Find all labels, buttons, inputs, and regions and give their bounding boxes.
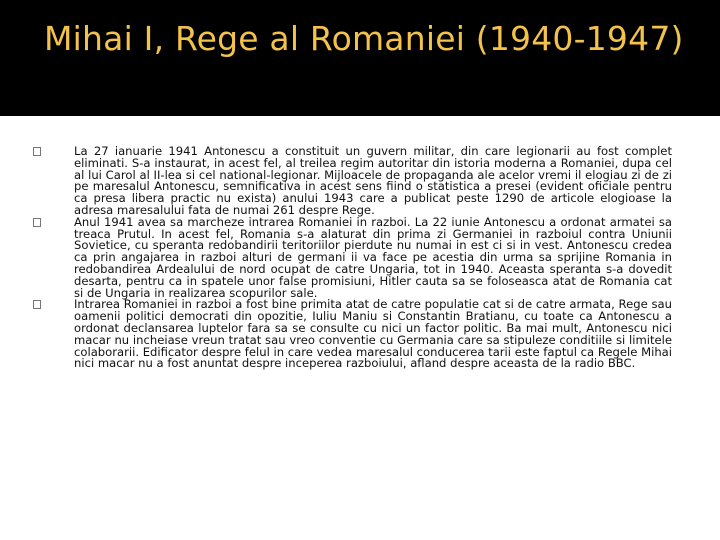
bullet-text: La 27 ianuarie 1941 Antonescu a constituit un guvern militar, din care legionarii au fost complet eliminati. S-a instaurat, in acest fel, al treilea regim autoritar din istoria moderna a Romaniei, dupa cel al lui Carol al II-lea si cel national-legionar. Mijloacele de propaganda ale acelor vremi il elogiau zi de zi pe maresalul Antonescu, semnificativa in acest sens fiind o statistica a presei (evident oficiale pentru ca presa libera practic nu exista) anului 1943 care a publicat peste 1290 de articole elogioase la adresa maresalului fata de numai 261 despre Rege. xyxy=(74,144,672,217)
bullet-text: Anul 1941 avea sa marcheze intrarea Romaniei in razboi. La 22 iunie Antonescu a ordonat armatei sa treaca Prutul. In acest fel, Romania s-a alaturat din prima zi Germaniei in razboiul contra Uniunii Sovietice, cu speranta redobandirii teritoriilor pierdute nu numai in est ci si in vest. Antonescu credea ca prin angajarea in razboi alturi de germani ii va face pe acestia din urma sa sprijine Romania in redobandirea Ardealului de nord ocupat de catre Ungaria, tot in 1940. Aceasta speranta s-a dovedit desarta, pentru ca in spatele unor false promisiuni, Hitler cauta sa se foloseasca atat de Romania cat si de Ungaria in realizarea scopurilor sale. xyxy=(74,214,672,300)
bullet-item xyxy=(56,146,672,217)
title-bar xyxy=(0,0,720,116)
bullet-marker-icon xyxy=(33,218,41,227)
bullet-text: Intrarea Romaniei in razboi a fost bine primita atat de catre populatie cat si de catre armata, Rege sau oamenii politici democrati din opozitie, Iuliu Maniu si Constantin Bratianu, cu toate ca Antonescu a ordonat declansarea luptelor fara sa se consulte cu nici un factor politic. Ba mai mult, Antonescu nici macar nu incheiase vreun tratat sau vreo conventie cu Germania care sa stipuleze conditiile si limitele colaborarii. Edificator despre felul in care vedea maresalul conducerea tarii este faptul ca Regele Mihai nici macar nu a fost anuntat despre inceperea razboiului, afland despre aceasta de la radio BBC. xyxy=(74,297,672,371)
bullet-marker-icon xyxy=(33,147,41,156)
bullet-item xyxy=(56,214,672,300)
slide-title: Mihai I, Rege al Romaniei (1940-1947) xyxy=(44,19,684,58)
bullet-item xyxy=(56,299,672,370)
bullet-marker-icon xyxy=(33,300,41,309)
slide-content xyxy=(56,146,672,370)
